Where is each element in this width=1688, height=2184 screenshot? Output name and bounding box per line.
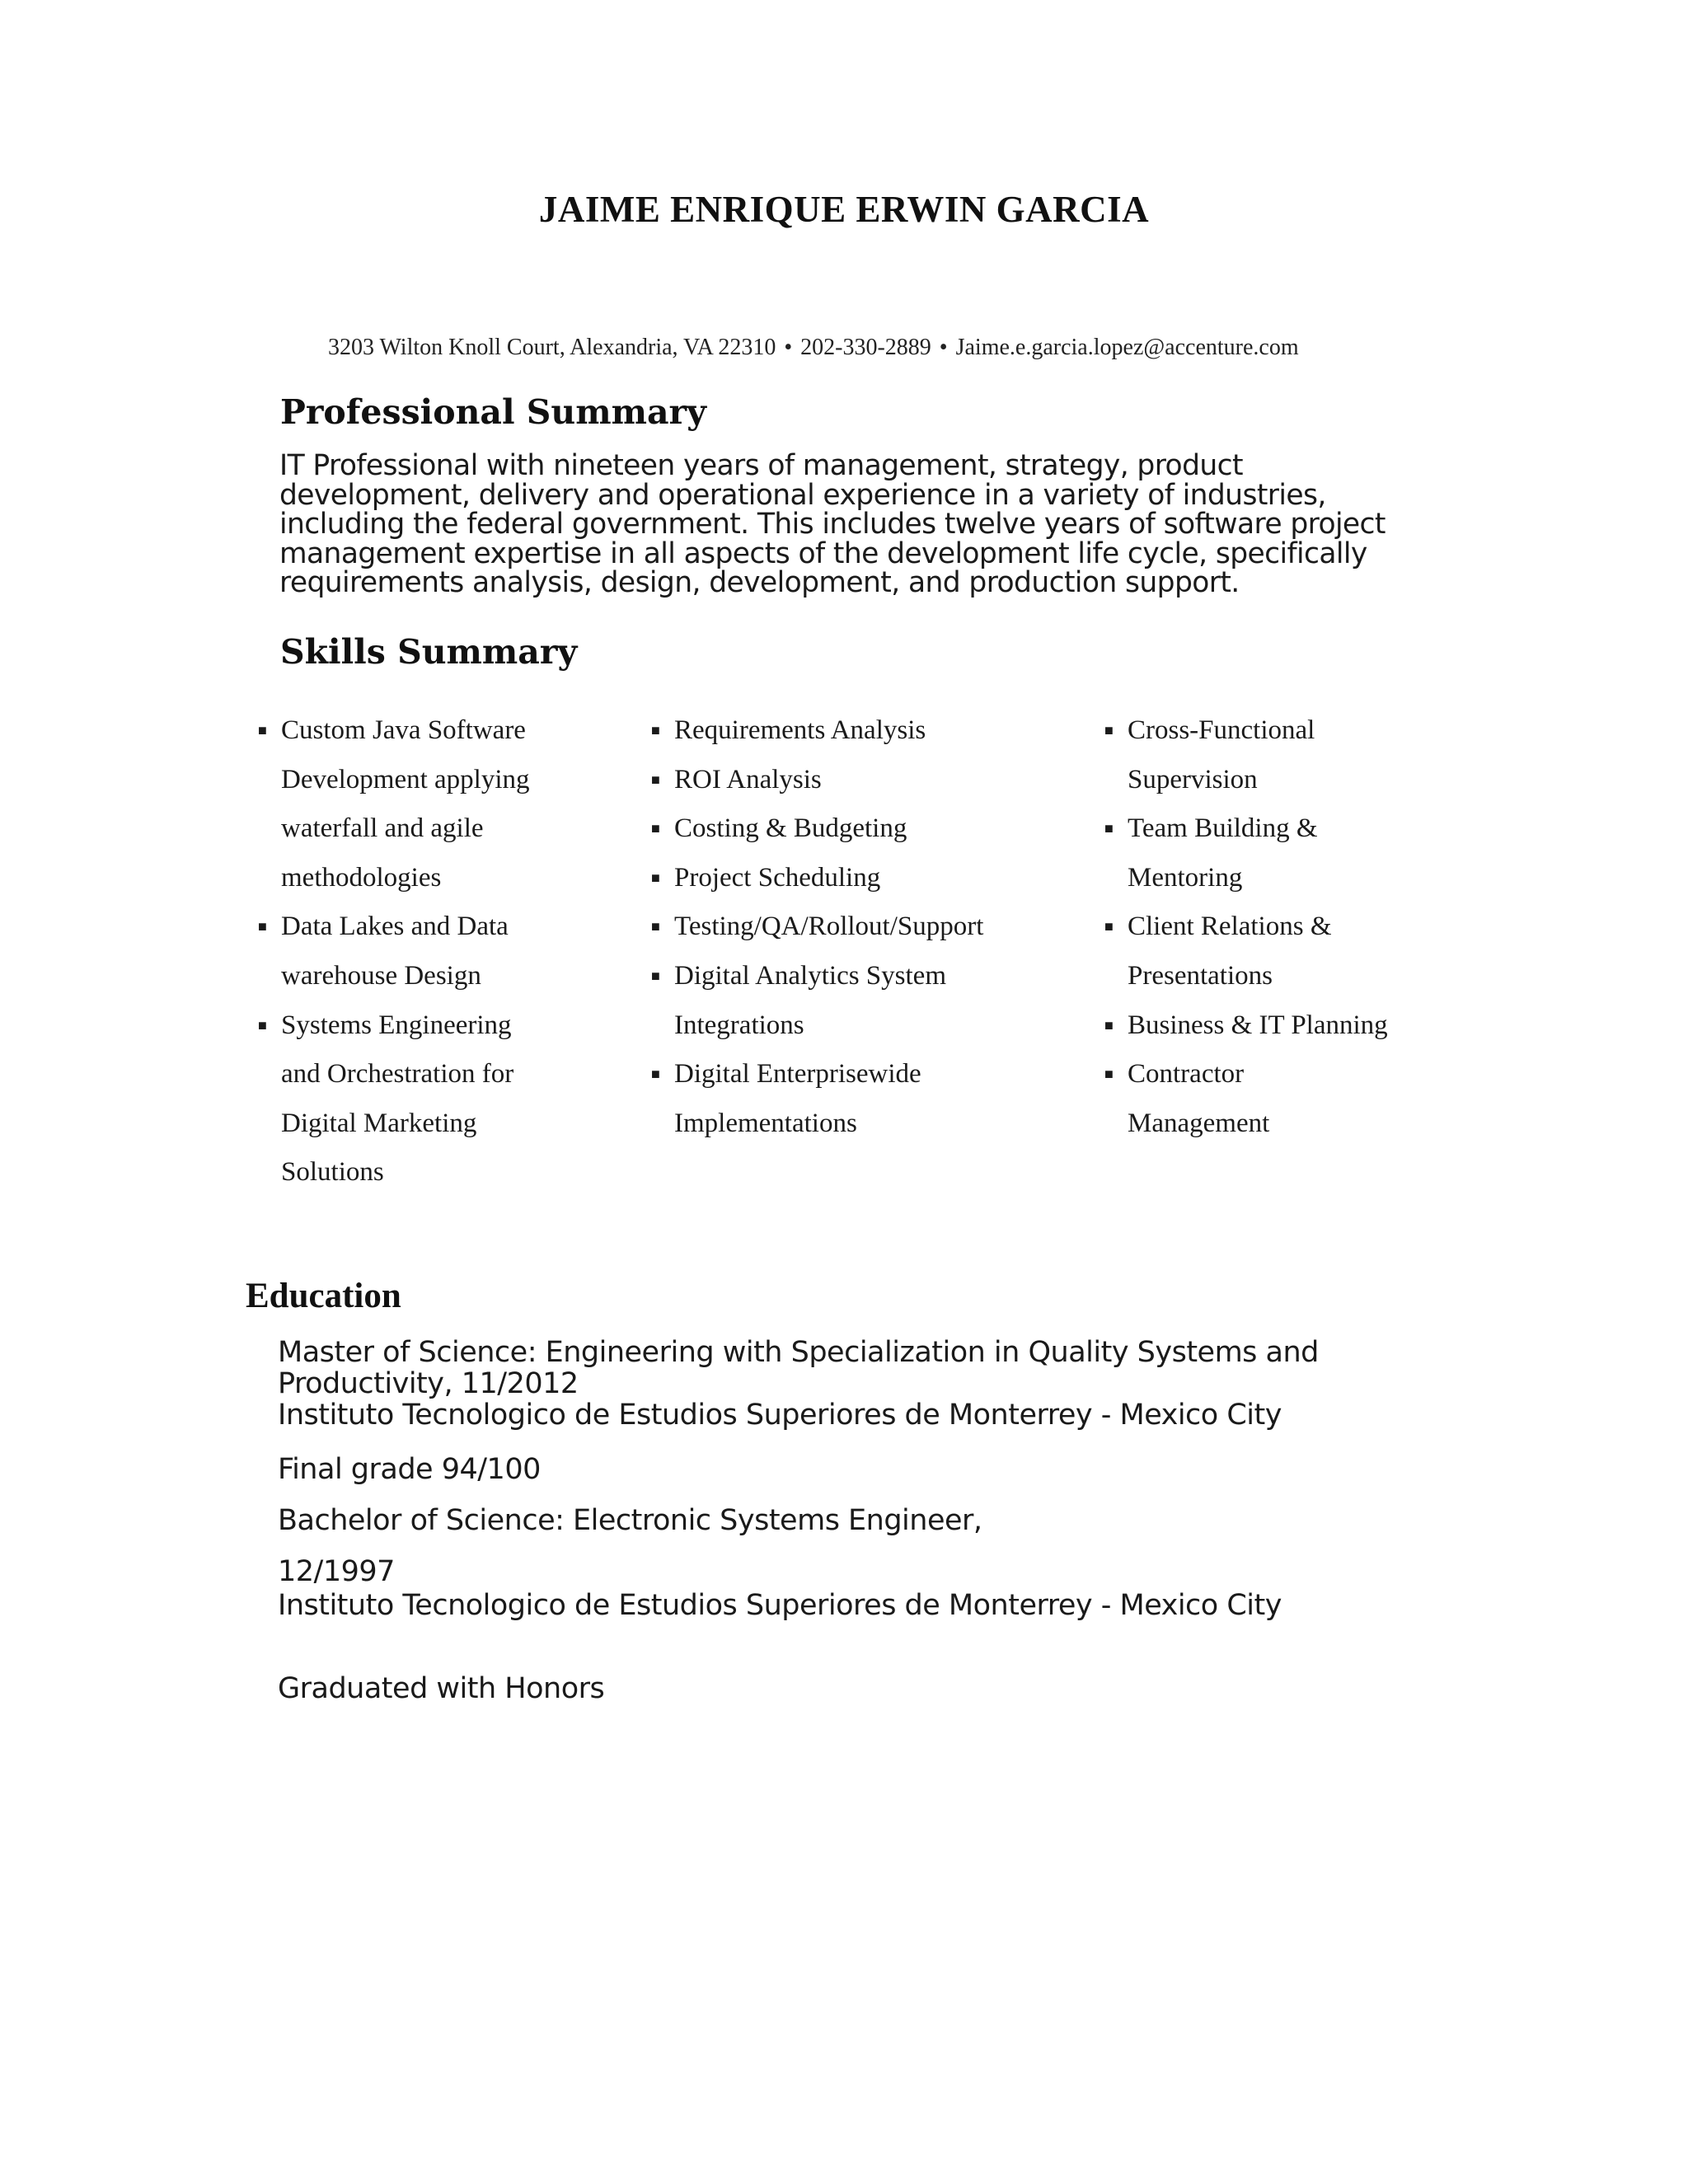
master-school: Instituto Tecnologico de Estudios Superiores de Monterrey - Mexico City [278,1399,1282,1432]
square-bullet-icon: ■ [651,869,660,886]
summary-line: including the federal government. This includes twelve years of software project [279,508,1386,541]
skill-line: Custom Java Software [281,715,526,745]
skills-column-3 [1104,706,1459,1148]
skill-line: warehouse Design [281,960,481,991]
skill-item [651,1050,1063,1148]
summary-line: IT Professional with nineteen years of management, strategy, product [279,449,1243,482]
skill-item [651,854,1063,903]
candidate-name: JAIME ENRIQUE ERWIN GARCIA [538,189,1150,230]
skill-item [651,756,1063,805]
skill-item [258,902,596,1001]
skill-item [1104,706,1459,804]
skill-line: Systems Engineering [281,1010,512,1040]
summary-line: requirements analysis, design, development, and production support. [279,566,1240,599]
square-bullet-icon: ■ [651,820,660,837]
skill-item [258,706,596,902]
skill-line: Development applying [281,764,530,794]
skill-line: Implementations [674,1108,857,1138]
skill-line: Integrations [674,1010,804,1040]
email-address: Jaime.e.garcia.lopez@accenture.com [955,335,1299,360]
skill-line: waterfall and agile [281,813,484,844]
master-degree-line: Master of Science: Engineering with Specialization in Quality Systems and [278,1336,1319,1369]
square-bullet-icon: ■ [651,967,660,984]
square-bullet-icon: ■ [1104,1016,1114,1033]
skills-column-2 [651,706,1063,1148]
skill-item [651,902,1063,952]
skill-line: Costing & Budgeting [674,813,907,844]
skill-line: Project Scheduling [674,862,881,893]
contact-line [328,335,1515,361]
skill-line: Solutions [281,1157,384,1188]
square-bullet-icon: ■ [651,1066,660,1083]
skill-line: Team Building & [1128,813,1318,844]
square-bullet-icon: ■ [1104,722,1114,738]
skill-line: Testing/QA/Rollout/Support [674,912,984,942]
education-heading: Education [246,1277,401,1315]
skill-line: Requirements Analysis [674,715,926,745]
skill-item [1104,1050,1459,1148]
skill-line: Digital Analytics System [674,960,946,991]
bachelor-school: Instituto Tecnologico de Estudios Superiores de Monterrey - Mexico City [278,1589,1282,1622]
skill-line: and Orchestration for [281,1059,514,1090]
skills-summary-heading: Skills Summary [280,632,578,672]
square-bullet-icon: ■ [1104,1066,1114,1083]
master-degree-line: Productivity, 11/2012 [278,1367,579,1400]
separator-dot: • [784,335,793,360]
bachelor-date: 12/1997 [278,1555,395,1588]
skill-item [651,804,1063,854]
bachelor-honors: Graduated with Honors [278,1672,605,1705]
skill-item [651,952,1063,1050]
skill-line: Contractor [1128,1059,1245,1090]
professional-summary-text [279,449,1425,599]
skill-item [1104,804,1459,902]
skill-line: Mentoring [1128,862,1243,893]
professional-summary-heading: Professional Summary [280,392,706,432]
skills-column-1 [258,706,596,1197]
skill-item [651,706,1063,756]
skill-line: Management [1128,1108,1270,1138]
square-bullet-icon: ■ [651,722,660,738]
skill-line: Client Relations & [1128,912,1332,942]
skill-line: methodologies [281,862,442,893]
master-grade: Final grade 94/100 [278,1453,541,1486]
summary-line: management expertise in all aspects of the development life cycle, specifically [279,537,1367,570]
skill-line: Cross-Functional [1128,715,1315,745]
square-bullet-icon: ■ [1104,820,1114,837]
master-degree [278,1337,1319,1399]
skill-line: Data Lakes and Data [281,912,509,942]
skill-line: Supervision [1128,764,1258,794]
skill-line: Presentations [1128,960,1273,991]
skill-line: Business & IT Planning [1128,1010,1388,1040]
summary-line: development, delivery and operational experience in a variety of industries, [279,478,1326,512]
square-bullet-icon: ■ [258,918,267,935]
bachelor-degree: Bachelor of Science: Electronic Systems Engineer, [278,1504,982,1537]
phone-number: 202-330-2889 [800,335,931,360]
skill-line: ROI Analysis [674,764,822,794]
skill-item [1104,1001,1459,1051]
skill-line: Digital Enterprisewide [674,1059,921,1090]
separator-dot: • [939,335,948,360]
square-bullet-icon: ■ [258,1016,267,1033]
skill-item [1104,902,1459,1001]
square-bullet-icon: ■ [651,918,660,935]
square-bullet-icon: ■ [1104,918,1114,935]
skill-line: Digital Marketing [281,1108,477,1138]
square-bullet-icon: ■ [258,722,267,738]
square-bullet-icon: ■ [651,771,660,788]
skill-item [258,1001,596,1197]
address: 3203 Wilton Knoll Court, Alexandria, VA 22310 [328,335,776,360]
